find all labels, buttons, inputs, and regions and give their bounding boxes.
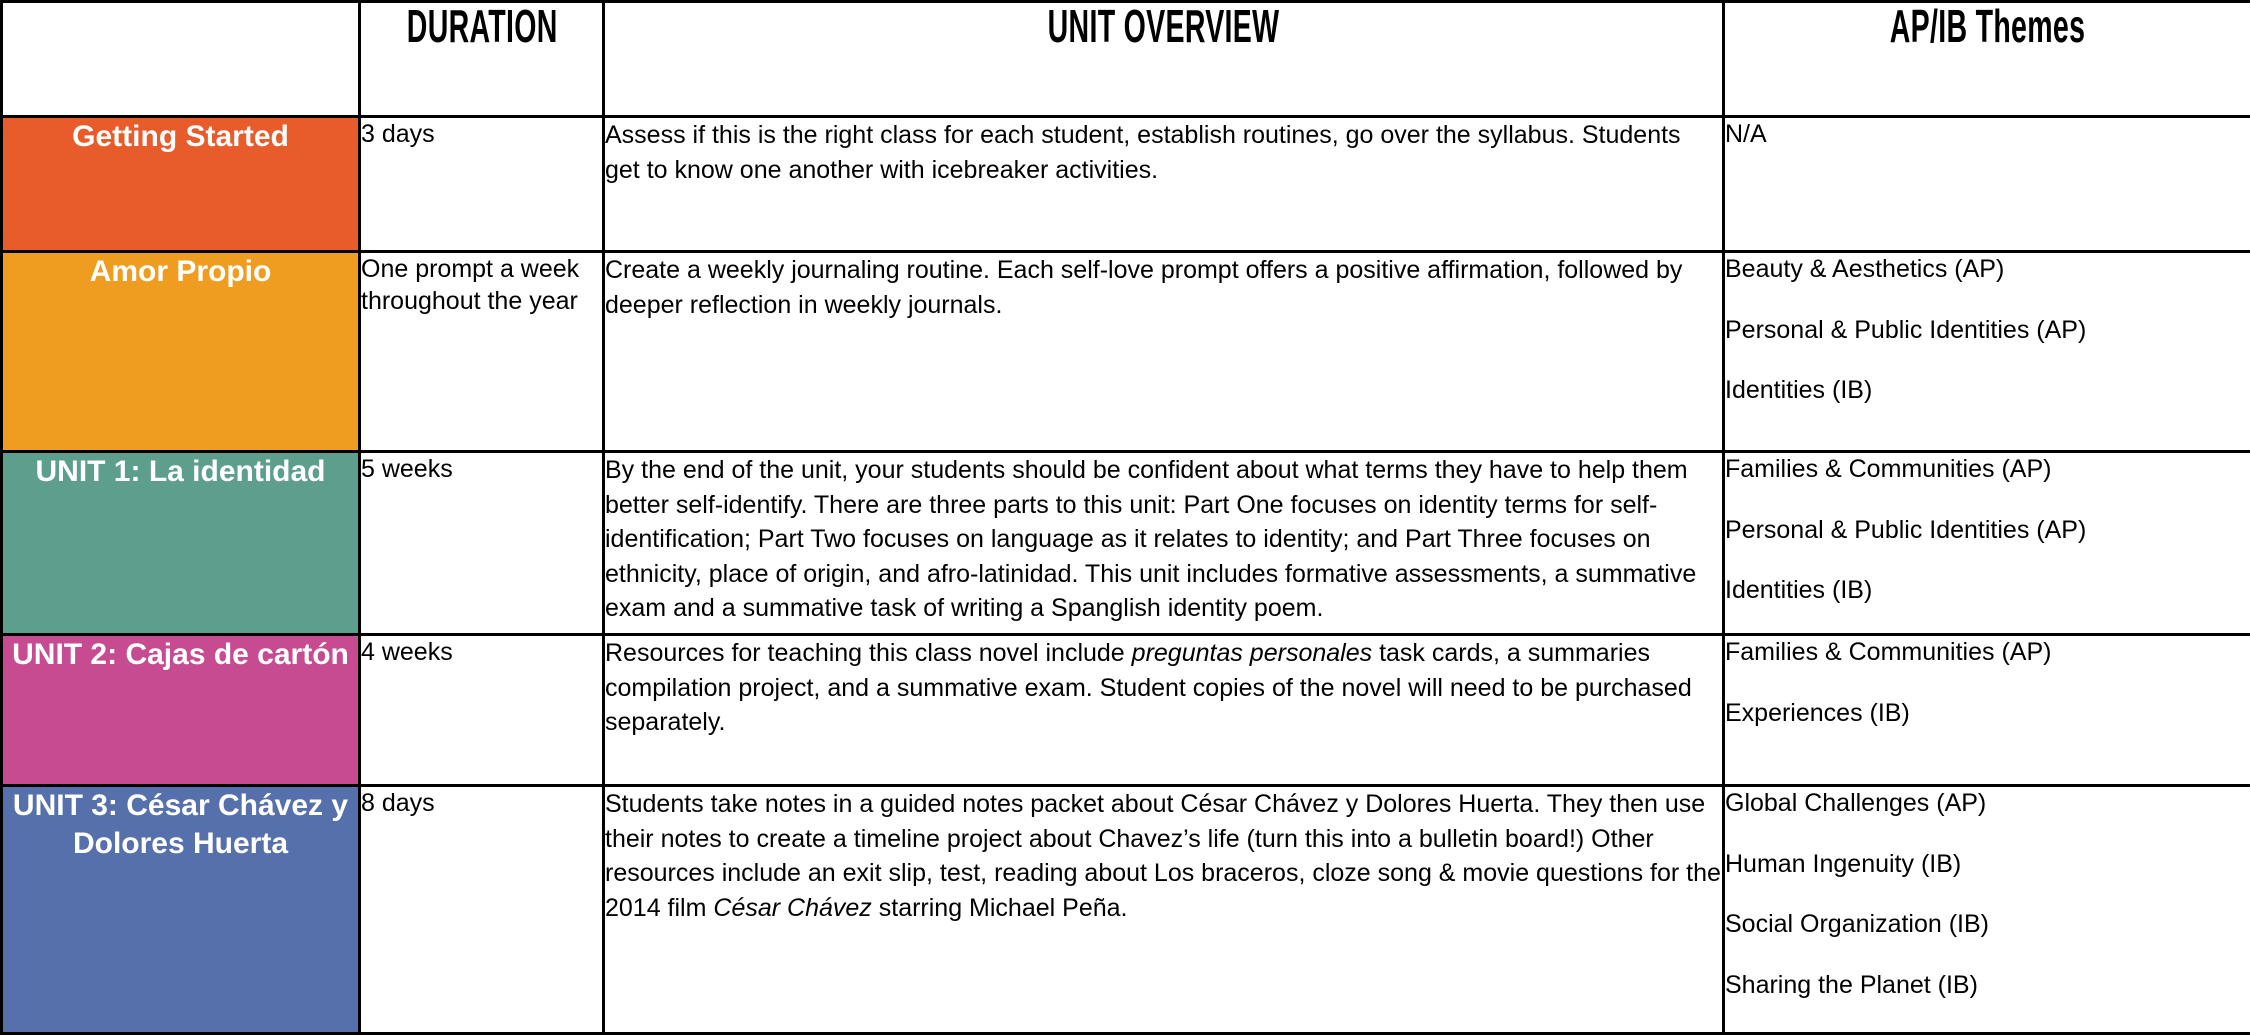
- theme-item: Families & Communities (AP): [1725, 453, 2250, 486]
- duration-cell: [360, 117, 604, 252]
- header-ap-ib-themes-label: AP/IB Themes: [1825, 3, 2151, 49]
- theme-item: Social Organization (IB): [1725, 908, 2250, 941]
- header-duration-label: DURATION: [407, 3, 556, 49]
- unit-title-cell[interactable]: [2, 252, 360, 452]
- duration-label: One prompt a week throughout the year: [361, 255, 579, 315]
- unit-title-label: UNIT 1: La identidad: [35, 455, 325, 488]
- unit-overview-cell: [604, 786, 1724, 1034]
- unit-title-cell[interactable]: [2, 452, 360, 635]
- theme-item: Personal & Public Identities (AP): [1725, 514, 2250, 547]
- table-row: [2, 117, 2250, 252]
- table-body: [2, 117, 2250, 1034]
- duration-cell: [360, 786, 604, 1034]
- duration-cell: [360, 635, 604, 786]
- theme-item: Identities (IB): [1725, 574, 2250, 607]
- unit-overview-cell: [604, 252, 1724, 452]
- theme-item: Identities (IB): [1725, 374, 2250, 407]
- table-row: [2, 452, 2250, 635]
- overview-italic-text: César Chávez: [713, 894, 871, 922]
- overview-text: Create a weekly journaling routine. Each self-love prompt offers a positive affirmation, followed by deeper reflection in weekly journals.: [605, 256, 1682, 319]
- header-unit-overview-cell: [604, 2, 1724, 117]
- unit-title-cell[interactable]: [2, 786, 360, 1034]
- theme-item: N/A: [1725, 118, 2250, 151]
- duration-label: 4 weeks: [361, 638, 453, 666]
- unit-title-label: UNIT 3: César Chávez y Dolores Huerta: [13, 789, 348, 860]
- ap-ib-themes-cell: [1724, 635, 2250, 786]
- table-row: [2, 635, 2250, 786]
- theme-item: Sharing the Planet (IB): [1725, 969, 2250, 1002]
- unit-overview-cell: [604, 452, 1724, 635]
- ap-ib-themes-cell: [1724, 252, 2250, 452]
- overview-text: task cards, a summaries compilation project, and a summative exam. Student copies of the novel will need to be purchased separately.: [605, 639, 1692, 736]
- overview-italic-text: preguntas personales: [1132, 639, 1372, 667]
- header-ap-ib-themes-cell: [1724, 2, 2250, 117]
- unit-title-label: Getting Started: [72, 120, 289, 153]
- duration-cell: [360, 452, 604, 635]
- theme-item: Families & Communities (AP): [1725, 636, 2250, 669]
- theme-item: Global Challenges (AP): [1725, 787, 2250, 820]
- header-blank-cell: [2, 2, 360, 117]
- theme-item: Experiences (IB): [1725, 697, 2250, 730]
- ap-ib-themes-cell: [1724, 452, 2250, 635]
- overview-text: Assess if this is the right class for each student, establish routines, go over the syllabus. Students get to know one another with icebreaker activities.: [605, 121, 1681, 184]
- theme-item: Human Ingenuity (IB): [1725, 848, 2250, 881]
- table-header-row: [2, 2, 2250, 117]
- unit-overview-cell: [604, 117, 1724, 252]
- unit-title-label: UNIT 2: Cajas de cartón: [12, 638, 349, 671]
- theme-item: Beauty & Aesthetics (AP): [1725, 253, 2250, 286]
- duration-label: 8 days: [361, 789, 435, 817]
- unit-title-label: Amor Propio: [90, 255, 272, 288]
- overview-text: By the end of the unit, your students should be confident about what terms they have to help them better self-identify. There are three parts to this unit: Part One focuses on identity terms for self-identification; Part Two focuses on language as it relates to identity; and Part Three focuses on ethnicity, place of origin, and afro-latinidad. This unit includes formative assessments, a summative exam and a summative task of writing a Spanglish identity poem.: [605, 456, 1696, 622]
- table-row: [2, 786, 2250, 1034]
- duration-label: 3 days: [361, 120, 435, 148]
- duration-label: 5 weeks: [361, 455, 453, 483]
- unit-title-cell[interactable]: [2, 635, 360, 786]
- table-row: [2, 252, 2250, 452]
- duration-cell: [360, 252, 604, 452]
- unit-title-cell[interactable]: [2, 117, 360, 252]
- overview-text: Resources for teaching this class novel include: [605, 639, 1132, 667]
- ap-ib-themes-cell: [1724, 786, 2250, 1034]
- ap-ib-themes-cell: [1724, 117, 2250, 252]
- theme-item: Personal & Public Identities (AP): [1725, 314, 2250, 347]
- header-duration-cell: [360, 2, 604, 117]
- header-unit-overview-label: UNIT OVERVIEW: [817, 3, 1510, 49]
- unit-overview-cell: [604, 635, 1724, 786]
- overview-text: starring Michael Peña.: [872, 894, 1128, 922]
- overview-text: Students take notes in a guided notes packet about César Chávez y Dolores Huerta. They then use their notes to create a timeline project about Chavez’s life (turn this into a bulletin board!) Other resources include an exit slip, test, reading about Los braceros, cloze song & movie questions for the 2014 film: [605, 790, 1721, 922]
